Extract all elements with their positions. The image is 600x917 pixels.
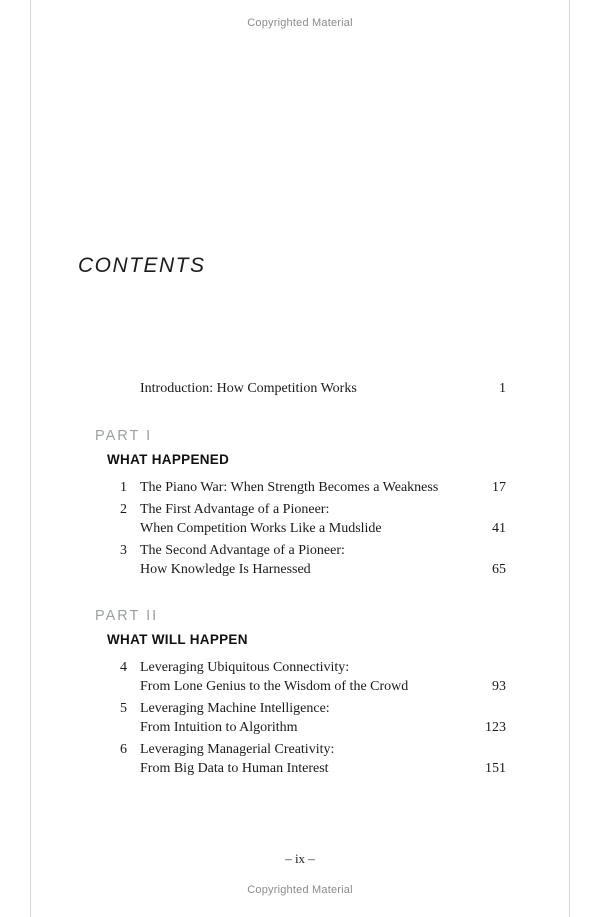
chapter-number: 1 [120, 479, 127, 495]
chapter-number: 3 [120, 543, 127, 558]
chapter-subtitle-line: From Big Data to Human Interest [140, 760, 329, 776]
page-number-spacer [476, 700, 506, 719]
chapter-subtitle-line: How Knowledge Is Harnessed [140, 561, 311, 577]
chapter-row [117, 501, 506, 520]
chapter-row [117, 700, 506, 719]
toc-chapter [31, 700, 569, 737]
chapter-subtitle-line: When Competition Works Like a Mudslide [140, 520, 382, 536]
chapter-row [117, 741, 506, 760]
toc-chapter [31, 542, 569, 579]
chapter-row-continuation [117, 719, 506, 738]
toc-chapter [31, 659, 569, 696]
book-page [30, 0, 570, 917]
chapter-page-number: 123 [485, 719, 506, 735]
copyright-notice-bottom: Copyrighted Material [247, 884, 353, 896]
page-number-spacer [476, 741, 506, 760]
chapter-title-line: Leveraging Machine Intelligence: [140, 701, 330, 716]
chapter-row [117, 659, 506, 678]
page-number-spacer [476, 501, 506, 520]
toc-chapter [31, 479, 569, 498]
chapter-page-number: 151 [485, 760, 506, 776]
page-number-spacer [476, 542, 506, 561]
chapter-number-spacer [117, 760, 140, 779]
chapter-row [117, 479, 506, 498]
chapter-number: 4 [120, 660, 127, 675]
chapter-page-number: 65 [492, 561, 506, 577]
page-folio: – ix – [285, 851, 315, 866]
chapter-page-number: 41 [492, 520, 506, 536]
chapter-number: 2 [120, 502, 127, 517]
part-title-1: WHAT HAPPENED [107, 451, 230, 467]
contents-title: CONTENTS [78, 254, 206, 277]
part-label-1: PART I [95, 427, 153, 444]
part-title-2: WHAT WILL HAPPEN [107, 632, 248, 647]
copyright-notice-top: Copyrighted Material [247, 17, 353, 29]
toc-chapter [31, 501, 569, 538]
chapter-row-continuation [117, 520, 506, 539]
chapter-row-continuation [117, 760, 506, 779]
chapter-title-line: The Piano War: When Strength Becomes a Weakness [140, 479, 439, 495]
intro-page-number: 1 [499, 381, 506, 396]
page-number-spacer [476, 659, 506, 678]
chapter-subtitle-line: From Intuition to Algorithm [140, 719, 298, 735]
chapter-row [117, 542, 506, 561]
chapter-row-continuation [117, 561, 506, 580]
chapter-number-spacer [117, 561, 140, 580]
chapter-row-continuation [117, 678, 506, 697]
chapter-number: 5 [120, 701, 127, 716]
chapter-number-spacer [117, 520, 140, 539]
toc-intro-row [117, 380, 506, 399]
chapter-number: 6 [120, 742, 127, 757]
toc-chapter [31, 741, 569, 778]
chapter-title-line: Leveraging Ubiquitous Connectivity: [140, 660, 350, 675]
chapter-subtitle-line: From Lone Genius to the Wisdom of the Crowd [140, 678, 409, 694]
chapter-number-spacer [117, 719, 140, 738]
chapter-number-spacer [117, 678, 140, 697]
chapter-number-spacer [117, 380, 140, 399]
chapter-page-number: 17 [492, 479, 506, 495]
intro-title: Introduction: How Competition Works [140, 381, 357, 396]
chapter-title-line: The Second Advantage of a Pioneer: [140, 543, 345, 558]
chapter-page-number: 93 [492, 678, 506, 694]
table-of-contents [31, 380, 569, 778]
part-label-2: PART II [95, 608, 159, 624]
chapter-title-line: Leveraging Managerial Creativity: [140, 742, 335, 757]
chapter-title-line: The First Advantage of a Pioneer: [140, 502, 330, 517]
